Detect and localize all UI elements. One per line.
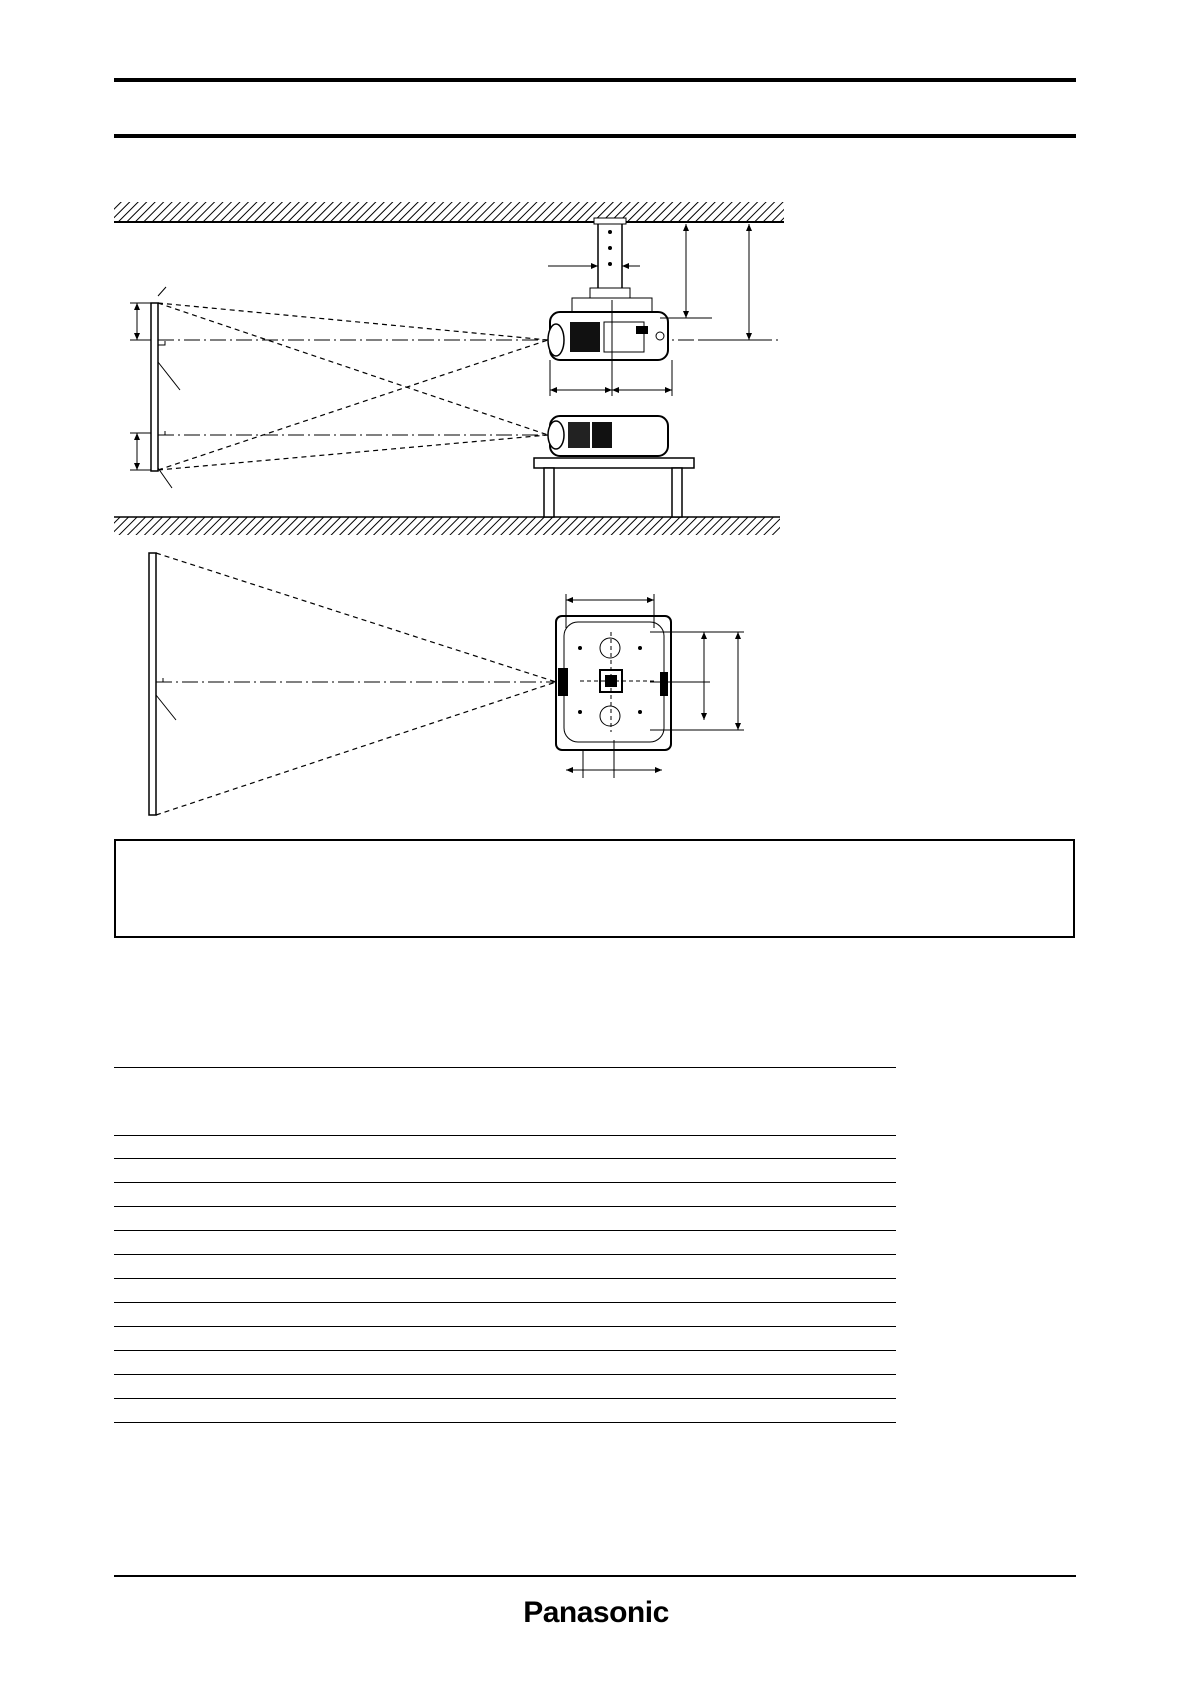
side-view [114,202,784,535]
floor-hatch [114,517,780,535]
top-view [149,553,744,815]
table-row [114,1158,896,1159]
table-row [114,1254,896,1255]
screen-side [151,303,158,471]
screen-top [149,553,156,815]
table-rule-bottom [114,1422,896,1423]
projector-table-mounted [548,416,668,456]
footer-rule [114,1575,1076,1577]
table-row [114,1302,896,1303]
installation-diagram [0,0,1192,830]
table-row [114,1230,896,1231]
note-box [114,839,1075,938]
table-row [114,1350,896,1351]
table-header-rule [114,1135,896,1136]
table-row [114,1374,896,1375]
table-row [114,1326,896,1327]
ceiling-hatch [114,202,784,222]
panasonic-logo: Panasonic [523,1596,669,1629]
projector-ceiling-mounted [548,312,668,360]
table-row [114,1182,896,1183]
table-row [114,1278,896,1279]
table-row [114,1398,896,1399]
table-rule-top [114,1067,896,1068]
projector-table [534,458,694,517]
table-row [114,1206,896,1207]
